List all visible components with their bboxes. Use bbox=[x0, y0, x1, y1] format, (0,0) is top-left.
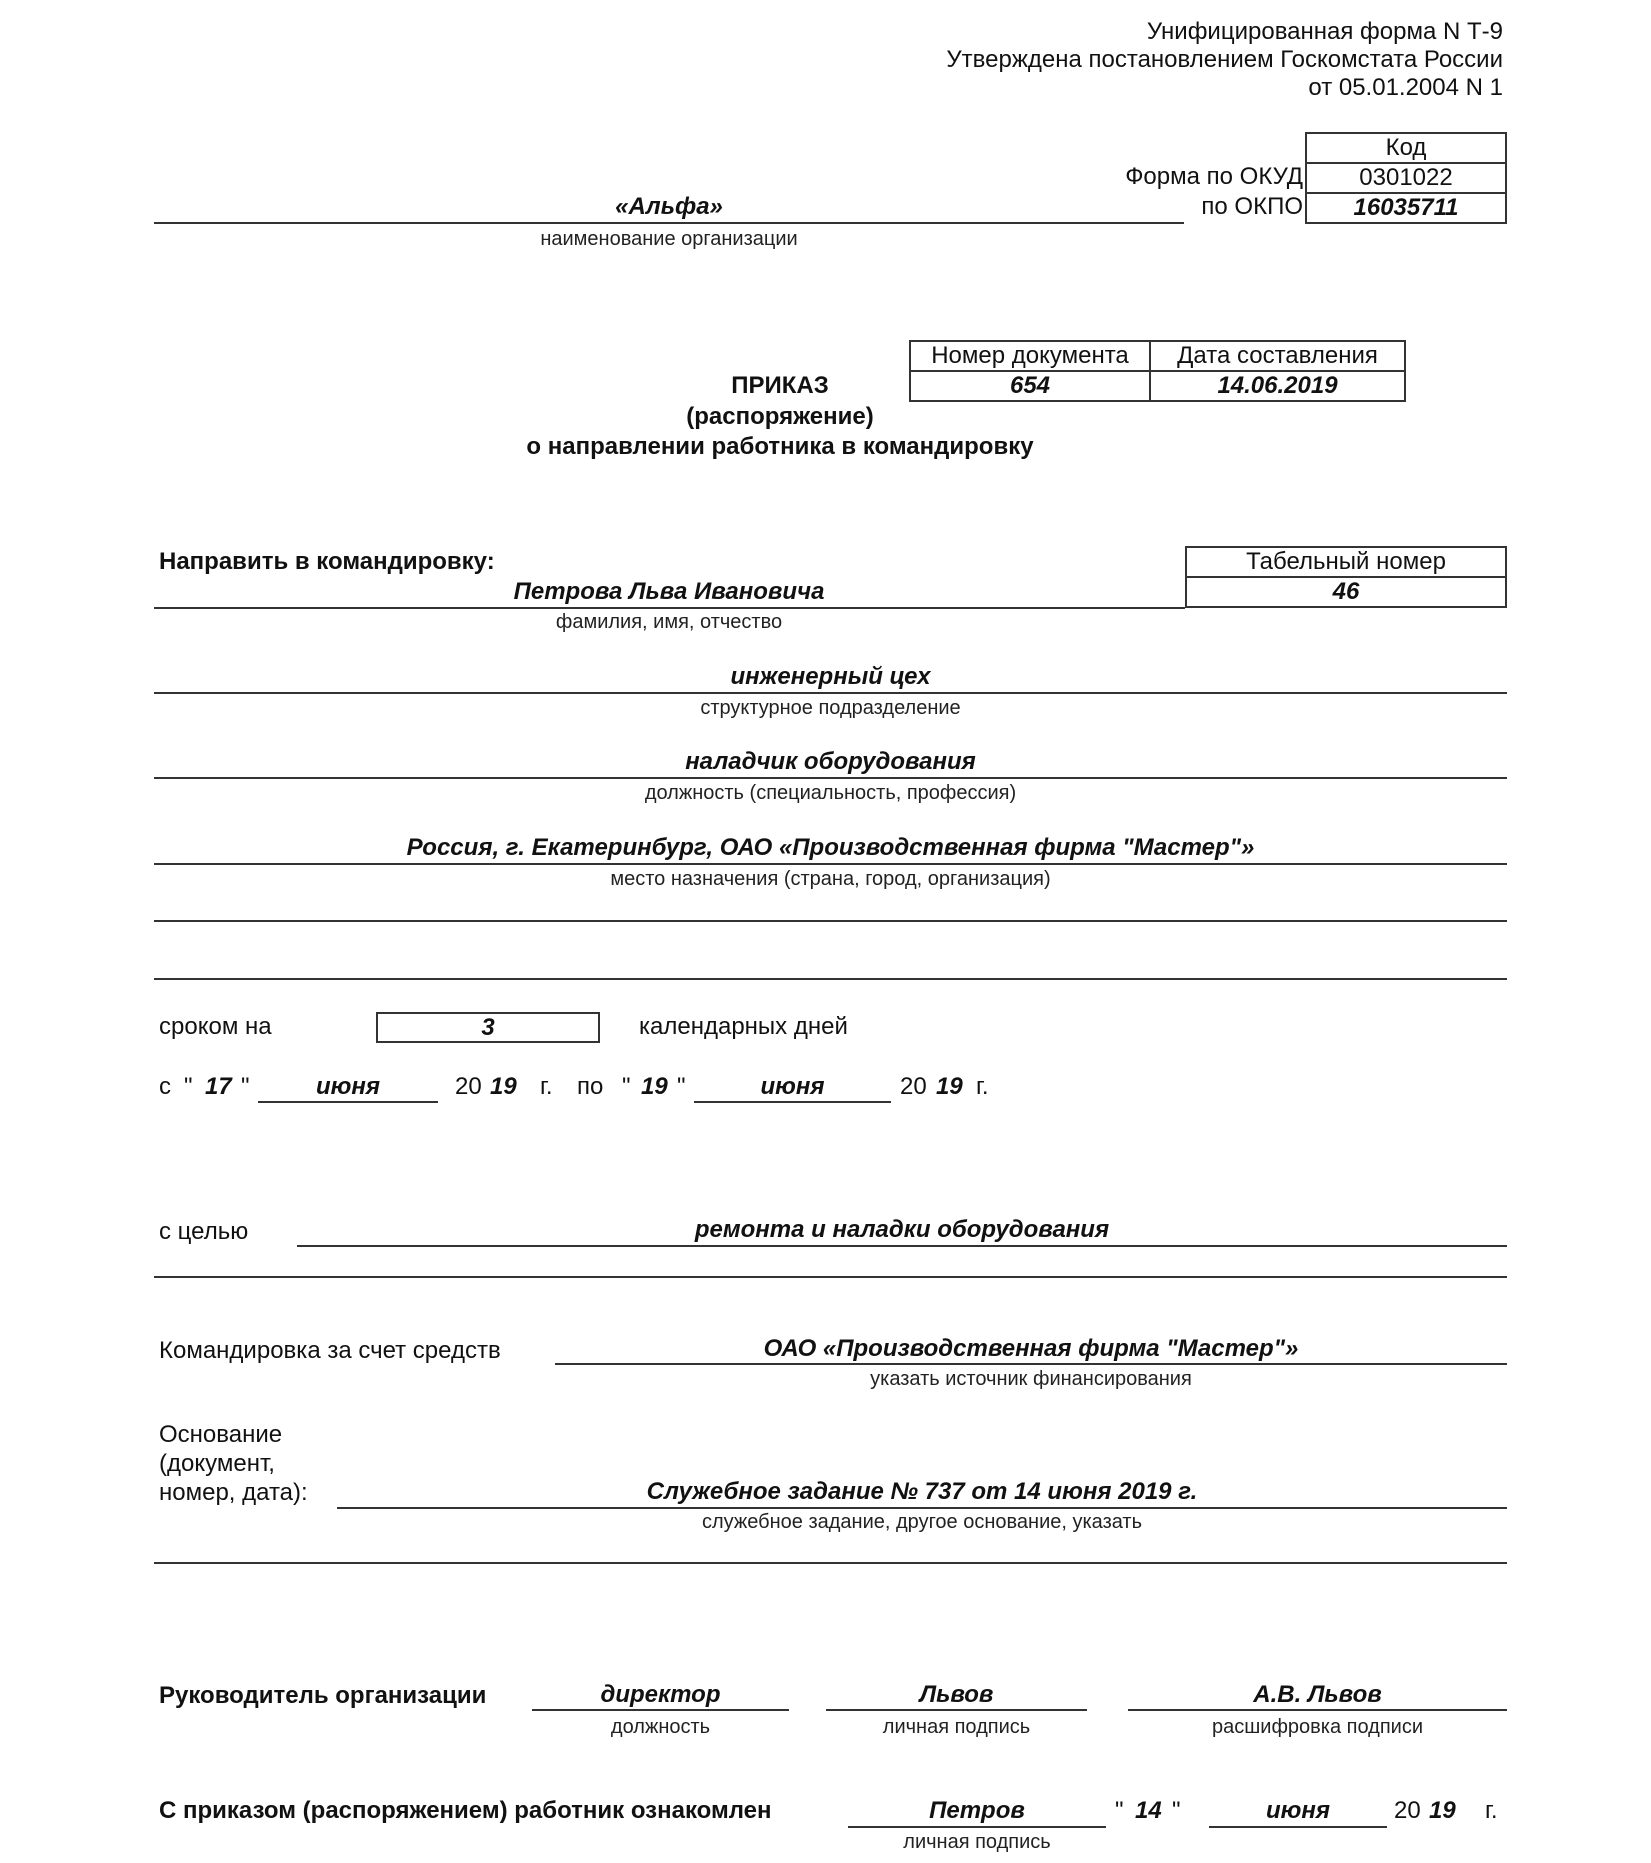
document-purpose-title: о направлении работника в командировку bbox=[526, 433, 1034, 460]
head-decoding: А.В. Львов bbox=[1253, 1681, 1382, 1708]
employee-name-caption: фамилия, имя, отчество bbox=[555, 611, 783, 633]
destination-line bbox=[154, 863, 1507, 865]
to-month-line bbox=[694, 1101, 891, 1103]
head-decoding-line bbox=[1128, 1709, 1507, 1711]
employee-name: Петрова Льва Ивановича bbox=[513, 578, 825, 605]
to-month: июня bbox=[760, 1073, 825, 1100]
head-position-caption: должность bbox=[610, 1716, 711, 1738]
department-line bbox=[154, 692, 1507, 694]
from-quote-close: " bbox=[241, 1073, 250, 1100]
doc-date-header: Дата составления bbox=[1150, 341, 1405, 371]
okpo-value: 16035711 bbox=[1306, 193, 1506, 223]
from-month-line bbox=[258, 1101, 438, 1103]
to-label: по bbox=[577, 1073, 604, 1100]
approved-date: от 05.01.2004 N 1 bbox=[1308, 74, 1503, 101]
ack-year-mark: г. bbox=[1485, 1797, 1498, 1824]
head-decoding-caption: расшифровка подписи bbox=[1211, 1716, 1423, 1738]
to-quote-close: " bbox=[677, 1073, 686, 1100]
destination: Россия, г. Екатеринбург, ОАО «Производственная фирма "Мастер"» bbox=[406, 834, 1255, 861]
doc-number-header: Номер документа bbox=[910, 341, 1150, 371]
position-line bbox=[154, 777, 1507, 779]
ack-signature-caption: личная подпись bbox=[903, 1831, 1051, 1853]
okud-value: 0301022 bbox=[1306, 163, 1506, 193]
goal-value: ремонта и наладки оборудования bbox=[694, 1216, 1110, 1243]
doc-date: 14.06.2019 bbox=[1150, 371, 1405, 401]
destination-caption: место назначения (страна, город, организация) bbox=[610, 868, 1051, 890]
ack-month: июня bbox=[1265, 1797, 1331, 1824]
from-year-suffix: 19 bbox=[490, 1073, 517, 1100]
ack-year-suffix: 19 bbox=[1429, 1797, 1456, 1824]
ack-label: С приказом (распоряжением) работник ознакомлен bbox=[159, 1797, 772, 1824]
funding-caption: указать источник финансирования bbox=[870, 1368, 1192, 1390]
organization-caption: наименование организации bbox=[540, 228, 798, 250]
from-year-prefix: 20 bbox=[455, 1073, 482, 1100]
head-signature-line bbox=[826, 1709, 1087, 1711]
ack-signature-line bbox=[848, 1826, 1106, 1828]
to-year-suffix: 19 bbox=[936, 1073, 963, 1100]
codes-table bbox=[1305, 132, 1507, 224]
head-position: директор bbox=[600, 1681, 721, 1708]
employee-name-line bbox=[154, 607, 1185, 609]
to-year-prefix: 20 bbox=[900, 1073, 927, 1100]
head-signature-caption: личная подпись bbox=[882, 1716, 1031, 1738]
goal-line bbox=[297, 1245, 1507, 1247]
from-year-mark: г. bbox=[540, 1073, 553, 1100]
from-day: 17 bbox=[205, 1073, 232, 1100]
blank-line-2 bbox=[154, 978, 1507, 980]
codes-header: Код bbox=[1306, 133, 1506, 163]
doc-number: 654 bbox=[910, 371, 1150, 401]
head-signature: Львов bbox=[919, 1681, 994, 1708]
basis-value: Служебное задание № 737 от 14 июня 2019 г. bbox=[646, 1478, 1198, 1505]
tab-number: 46 bbox=[1186, 577, 1506, 607]
days-label: календарных дней bbox=[639, 1013, 848, 1040]
department: инженерный цех bbox=[730, 663, 931, 690]
okpo-label: по ОКПО bbox=[1201, 193, 1303, 220]
ack-year-prefix: 20 bbox=[1394, 1797, 1421, 1824]
document-subtitle: (распоряжение) bbox=[686, 403, 874, 430]
tab-number-header: Табельный номер bbox=[1186, 547, 1506, 577]
ack-day: 14 bbox=[1135, 1797, 1162, 1824]
from-quote-open: " bbox=[184, 1073, 193, 1100]
department-caption: структурное подразделение bbox=[700, 697, 961, 719]
okud-label: Форма по ОКУД bbox=[1125, 163, 1303, 190]
basis-line bbox=[337, 1507, 1507, 1509]
ack-quote-open: " bbox=[1115, 1797, 1124, 1824]
basis-label-2: (документ, bbox=[159, 1450, 275, 1477]
ack-signature: Петров bbox=[929, 1797, 1025, 1824]
head-label: Руководитель организации bbox=[159, 1682, 487, 1709]
funding-label: Командировка за счет средств bbox=[159, 1337, 501, 1364]
approved-by: Утверждена постановлением Госкомстата России bbox=[946, 46, 1503, 73]
organization-name: «Альфа» bbox=[615, 193, 723, 220]
position-caption: должность (специальность, профессия) bbox=[644, 782, 1017, 804]
ack-quote-close: " bbox=[1172, 1797, 1181, 1824]
blank-line-1 bbox=[154, 920, 1507, 922]
term-label: сроком на bbox=[159, 1013, 272, 1040]
from-label: с bbox=[159, 1073, 171, 1100]
days-box: 3 bbox=[376, 1012, 600, 1043]
to-day: 19 bbox=[641, 1073, 668, 1100]
form-name: Унифицированная форма N Т-9 bbox=[1146, 18, 1503, 45]
send-label: Направить в командировку: bbox=[159, 548, 495, 575]
to-year-mark: г. bbox=[976, 1073, 989, 1100]
document-title: ПРИКАЗ bbox=[731, 372, 829, 399]
funding-line bbox=[555, 1363, 1507, 1365]
head-position-line bbox=[532, 1709, 789, 1711]
tab-number-table bbox=[1185, 546, 1507, 608]
funding-value: ОАО «Производственная фирма "Мастер"» bbox=[763, 1335, 1299, 1362]
basis-label-3: номер, дата): bbox=[159, 1479, 308, 1506]
ack-month-line bbox=[1209, 1826, 1387, 1828]
basis-label-1: Основание bbox=[159, 1421, 283, 1448]
organization-line bbox=[154, 222, 1184, 224]
goal-line-2 bbox=[154, 1276, 1507, 1278]
basis-caption: служебное задание, другое основание, указать bbox=[701, 1511, 1143, 1533]
from-month: июня bbox=[315, 1073, 381, 1100]
to-quote-open: " bbox=[622, 1073, 631, 1100]
goal-label: с целью bbox=[159, 1218, 249, 1245]
position: наладчик оборудования bbox=[685, 748, 976, 775]
basis-line-2 bbox=[154, 1562, 1507, 1564]
